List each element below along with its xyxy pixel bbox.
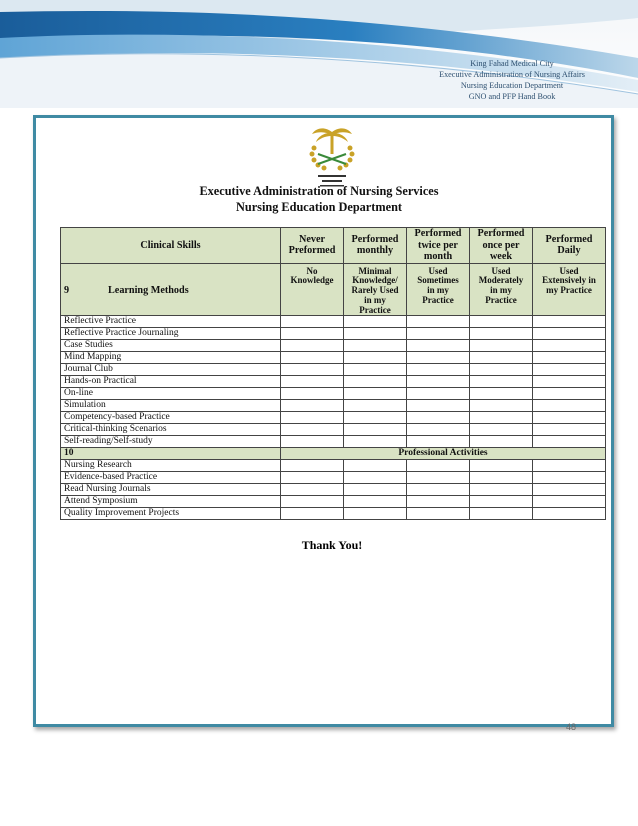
rating-cell xyxy=(533,460,606,472)
rating-cell xyxy=(533,340,606,352)
rating-cell xyxy=(533,436,606,448)
skill-label: Critical-thinking Scenarios xyxy=(61,424,281,436)
rating-cell xyxy=(344,436,407,448)
rating-cell xyxy=(281,436,344,448)
rating-cell xyxy=(344,340,407,352)
rating-cell xyxy=(407,400,470,412)
rating-cell xyxy=(344,376,407,388)
header-text xyxy=(412,58,612,102)
rating-cell xyxy=(407,364,470,376)
rating-cell xyxy=(407,316,470,328)
rating-cell xyxy=(470,400,533,412)
rating-cell xyxy=(281,328,344,340)
rating-cell xyxy=(281,472,344,484)
rating-cell xyxy=(344,328,407,340)
skill-label: Simulation xyxy=(61,400,281,412)
scale-header: Minimal Knowledge/ Rarely Used in my Practice xyxy=(344,263,407,316)
rating-cell xyxy=(344,400,407,412)
skill-label: Attend Symposium xyxy=(61,496,281,508)
rating-cell xyxy=(533,424,606,436)
table-row xyxy=(61,352,606,364)
table-header-row xyxy=(61,228,606,264)
rating-cell xyxy=(533,508,606,520)
rating-cell xyxy=(470,484,533,496)
rating-cell xyxy=(281,352,344,364)
rating-cell xyxy=(281,496,344,508)
header-line-3: Nursing Education Department xyxy=(460,81,564,90)
skill-label: Self-reading/Self-study xyxy=(61,436,281,448)
rating-cell xyxy=(281,364,344,376)
clinical-skills-table xyxy=(60,227,606,520)
table-row xyxy=(61,400,606,412)
skill-label: Quality Improvement Projects xyxy=(61,508,281,520)
rating-cell xyxy=(533,352,606,364)
table-row xyxy=(61,496,606,508)
section-header-row xyxy=(61,448,606,460)
table-row xyxy=(61,484,606,496)
table-row xyxy=(61,424,606,436)
rating-cell xyxy=(344,412,407,424)
table-row xyxy=(61,316,606,328)
table-row xyxy=(61,340,606,352)
rating-cell xyxy=(281,508,344,520)
rating-cell xyxy=(533,484,606,496)
rating-cell xyxy=(533,364,606,376)
section-title: Professional Activities xyxy=(281,448,606,460)
col-header: Performed once per week xyxy=(470,228,533,264)
rating-cell xyxy=(533,388,606,400)
skill-label: Case Studies xyxy=(61,340,281,352)
header-banner xyxy=(0,0,638,108)
rating-cell xyxy=(281,376,344,388)
rating-cell xyxy=(344,484,407,496)
rating-cell xyxy=(470,508,533,520)
rating-cell xyxy=(281,484,344,496)
rating-cell xyxy=(407,352,470,364)
rating-cell xyxy=(407,484,470,496)
scale-header: Used Sometimes in my Practice xyxy=(407,263,470,316)
learning-methods-header: 9 Learning Methods xyxy=(61,263,281,316)
skill-label: On-line xyxy=(61,388,281,400)
rating-cell xyxy=(533,472,606,484)
rating-cell xyxy=(470,460,533,472)
rating-cell xyxy=(470,496,533,508)
clinical-skills-header: Clinical Skills xyxy=(61,228,281,264)
rating-cell xyxy=(407,412,470,424)
rating-cell xyxy=(281,460,344,472)
rating-cell xyxy=(281,316,344,328)
skill-label: Hands-on Practical xyxy=(61,376,281,388)
learning-methods-header-row xyxy=(61,263,606,316)
palm-and-swords-emblem-icon xyxy=(304,124,360,188)
section-number: 10 xyxy=(61,448,281,460)
rating-cell xyxy=(470,328,533,340)
table-row xyxy=(61,364,606,376)
document-title: Executive Administration of Nursing Services xyxy=(199,184,439,198)
rating-cell xyxy=(470,388,533,400)
col-header: Performed Daily xyxy=(533,228,606,264)
rating-cell xyxy=(407,472,470,484)
rating-cell xyxy=(344,388,407,400)
skill-label: Read Nursing Journals xyxy=(61,484,281,496)
rating-cell xyxy=(533,400,606,412)
table-row xyxy=(61,460,606,472)
rating-cell xyxy=(407,328,470,340)
table-row xyxy=(61,508,606,520)
rating-cell xyxy=(281,340,344,352)
rating-cell xyxy=(344,460,407,472)
skill-label: Reflective Practice xyxy=(61,316,281,328)
table-row xyxy=(61,328,606,340)
header-line-1: King Fahad Medical City xyxy=(470,59,554,68)
skill-label: Reflective Practice Journaling xyxy=(61,328,281,340)
table-row xyxy=(61,388,606,400)
rating-cell xyxy=(470,412,533,424)
rating-cell xyxy=(344,472,407,484)
rating-cell xyxy=(281,412,344,424)
rating-cell xyxy=(344,496,407,508)
rating-cell xyxy=(470,316,533,328)
col-header: Performed twice per month xyxy=(407,228,470,264)
rating-cell xyxy=(281,388,344,400)
rating-cell xyxy=(470,340,533,352)
rating-cell xyxy=(344,316,407,328)
rating-cell xyxy=(344,508,407,520)
document-subtitle: Nursing Education Department xyxy=(235,200,402,214)
skill-label: Journal Club xyxy=(61,364,281,376)
rating-cell xyxy=(344,364,407,376)
rating-cell xyxy=(407,496,470,508)
rating-cell xyxy=(533,376,606,388)
scale-header: No Knowledge xyxy=(281,263,344,316)
rating-cell xyxy=(470,376,533,388)
rating-cell xyxy=(344,352,407,364)
skill-label: Competency-based Practice xyxy=(61,412,281,424)
skill-label: Mind Mapping xyxy=(61,352,281,364)
rating-cell xyxy=(281,400,344,412)
col-header: Performed monthly xyxy=(344,228,407,264)
rating-cell xyxy=(407,376,470,388)
skill-label: Nursing Research xyxy=(61,460,281,472)
rating-cell xyxy=(470,436,533,448)
skill-label: Evidence-based Practice xyxy=(61,472,281,484)
rating-cell xyxy=(470,364,533,376)
rating-cell xyxy=(533,316,606,328)
ministry-logo xyxy=(304,124,360,188)
page-number: 48 xyxy=(566,722,577,732)
rating-cell xyxy=(533,328,606,340)
rating-cell xyxy=(407,388,470,400)
rating-cell xyxy=(407,424,470,436)
rating-cell xyxy=(470,472,533,484)
rating-cell xyxy=(407,340,470,352)
col-header: Never Preformed xyxy=(281,228,344,264)
rating-cell xyxy=(407,460,470,472)
scale-header: Used Extensively in my Practice xyxy=(533,263,606,316)
rating-cell xyxy=(407,436,470,448)
rating-cell xyxy=(470,352,533,364)
header-line-2: Executive Administration of Nursing Affairs xyxy=(439,70,585,79)
table-row xyxy=(61,472,606,484)
rating-cell xyxy=(344,424,407,436)
header-line-4: GNO and PFP Hand Book xyxy=(468,92,556,101)
rating-cell xyxy=(407,508,470,520)
thank-you-text: Thank You! xyxy=(301,538,363,552)
table-row xyxy=(61,412,606,424)
rating-cell xyxy=(533,412,606,424)
rating-cell xyxy=(281,424,344,436)
rating-cell xyxy=(533,496,606,508)
scale-header: Used Moderately in my Practice xyxy=(470,263,533,316)
table-row xyxy=(61,436,606,448)
table-row xyxy=(61,376,606,388)
rating-cell xyxy=(470,424,533,436)
